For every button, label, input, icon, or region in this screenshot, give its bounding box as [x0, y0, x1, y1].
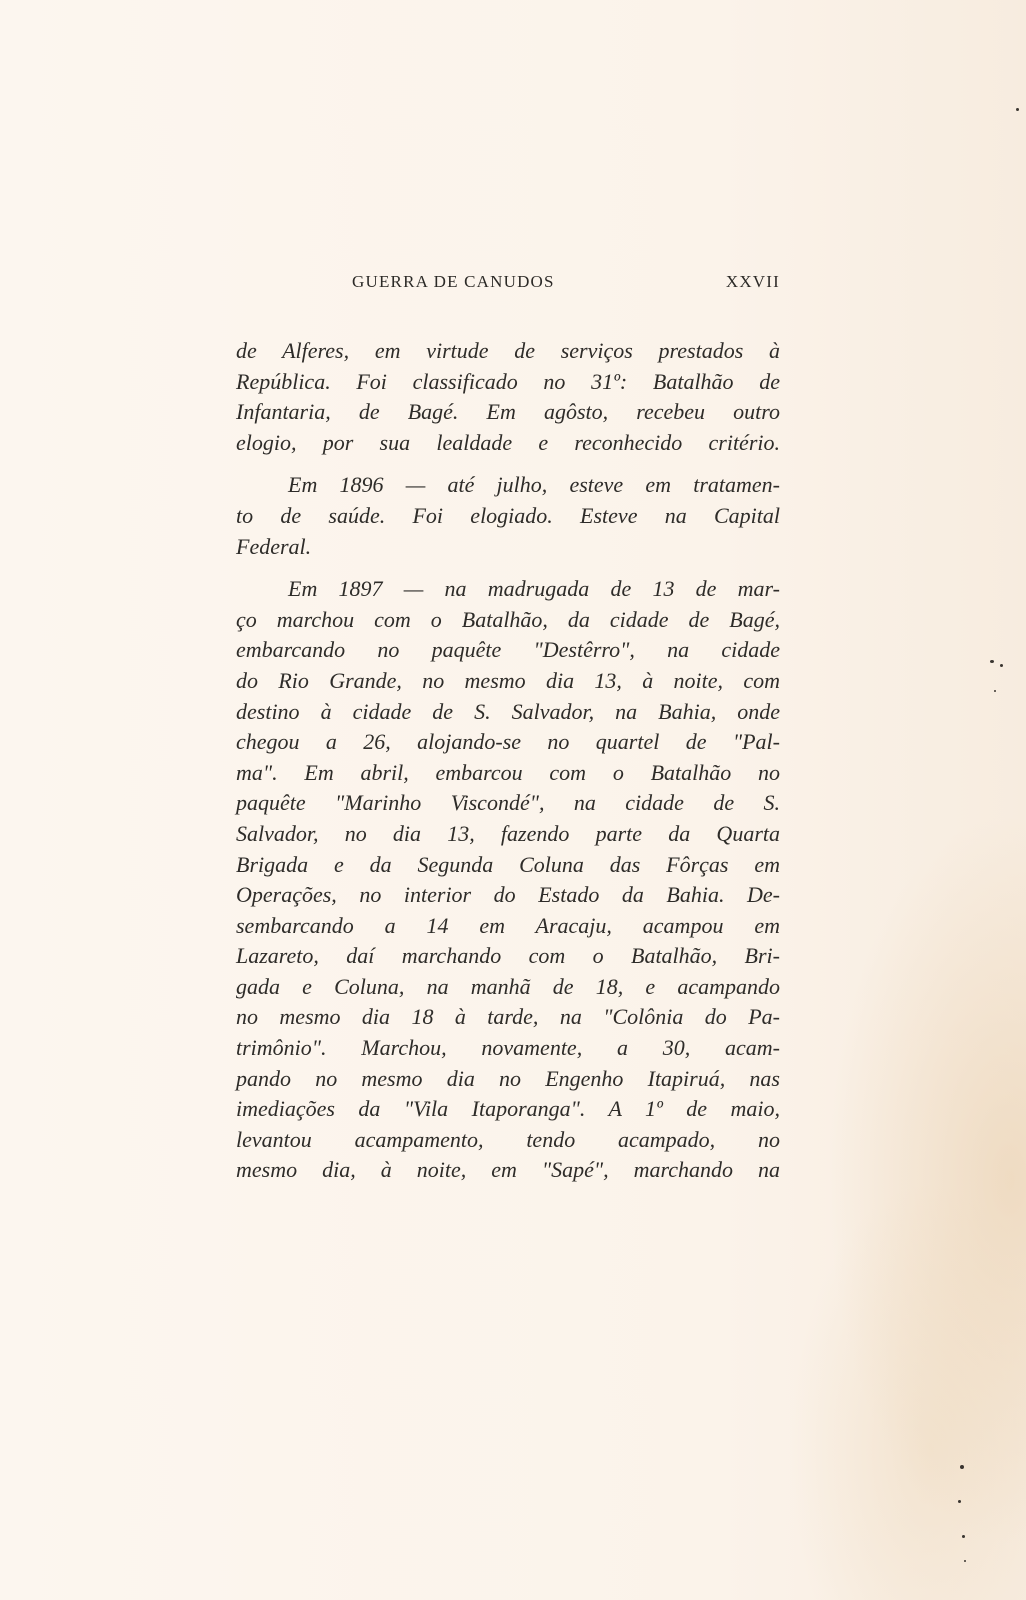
scan-speck	[964, 1560, 966, 1562]
text-line: Salvador, no dia 13, fazendo parte da Quarta	[236, 820, 780, 846]
text-line: elogio, por sua lealdade e reconhecido critério.	[236, 429, 780, 455]
text-line: Infantaria, de Bagé. Em agôsto, recebeu outro	[236, 399, 780, 425]
running-head	[236, 272, 780, 294]
scan-speck	[994, 690, 996, 692]
text-line: paquête "Marinho Viscondé", na cidade de S.	[236, 790, 780, 816]
text-line: Brigada e da Segunda Coluna das Fôrças em	[236, 851, 780, 877]
body-text	[236, 336, 780, 1186]
text-line: ço marchou com o Batalhão, da cidade de Bagé,	[236, 606, 780, 632]
text-line: chegou a 26, alojando-se no quartel de "Pal-	[236, 729, 780, 755]
text-line: imediações da "Vila Itaporanga". A 1º de maio,	[236, 1096, 780, 1122]
scan-speck	[960, 1465, 964, 1469]
scan-speck	[1016, 108, 1019, 111]
text-line: no mesmo dia 18 à tarde, na "Colônia do Pa-	[236, 1004, 780, 1030]
text-line: sembarcando a 14 em Aracaju, acampou em	[236, 912, 780, 938]
scan-speck	[962, 1535, 965, 1538]
text-line: de Alferes, em virtude de serviços prestados à	[236, 338, 780, 363]
text-line: embarcando no paquête "Destêrro", na cidade	[236, 637, 780, 663]
text-line: destino à cidade de S. Salvador, na Bahia, onde	[236, 698, 780, 724]
text-line: ma". Em abril, embarcou com o Batalhão no	[236, 759, 780, 785]
text-line: trimônio". Marchou, novamente, a 30, acam-	[236, 1035, 780, 1061]
text-line: Lazareto, daí marchando com o Batalhão, Bri-	[236, 943, 780, 969]
text-line: Em 1896 — até julho, esteve em tratamen-	[288, 472, 780, 498]
text-line: Federal.	[236, 533, 312, 559]
running-title: GUERRA DE CANUDOS	[352, 272, 555, 291]
text-line: Em 1897 — na madrugada de 13 de mar-	[288, 576, 780, 602]
text-line: levantou acampamento, tendo acampado, no	[236, 1126, 780, 1152]
text-line: República. Foi classificado no 31º: Batalhão de	[236, 368, 780, 394]
text-line: do Rio Grande, no mesmo dia 13, à noite, com	[236, 667, 780, 693]
text-line: mesmo dia, à noite, em "Sapé", marchando na	[236, 1157, 780, 1183]
text-line: to de saúde. Foi elogiado. Esteve na Capital	[236, 502, 780, 528]
scan-speck	[958, 1500, 961, 1503]
text-line: Operações, no interior do Estado da Bahia. De-	[236, 882, 780, 908]
text-line: gada e Coluna, na manhã de 18, e acampando	[236, 973, 780, 999]
scan-speck	[1000, 664, 1003, 667]
text-line: pando no mesmo dia no Engenho Itapiruá, nas	[236, 1065, 780, 1091]
scan-speck	[990, 660, 994, 663]
page-number: XXVII	[725, 272, 780, 291]
